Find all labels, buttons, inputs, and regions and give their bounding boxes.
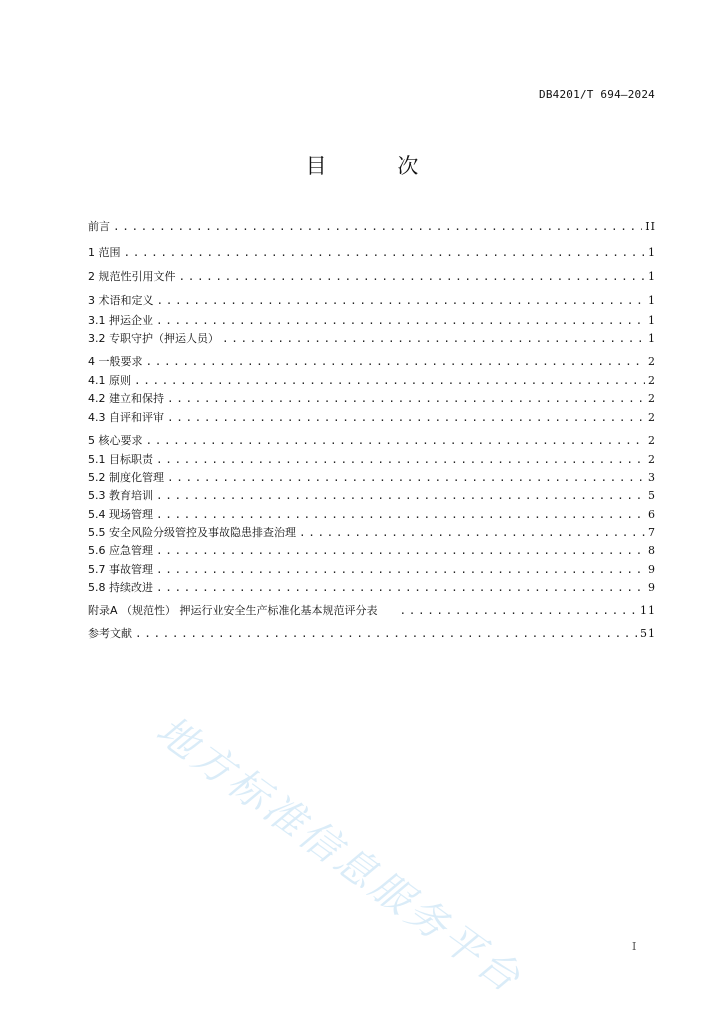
toc-entry-label: 5.2 制度化管理 xyxy=(88,471,164,484)
toc-entry-objectives-duties[interactable] xyxy=(88,451,656,469)
toc-entry-page: 3 xyxy=(648,471,656,484)
toc-entry-scope[interactable] xyxy=(88,244,656,262)
toc-entry-label: 5.3 教育培训 xyxy=(88,489,153,502)
toc-leader-dots xyxy=(146,434,646,447)
toc-leader-dots xyxy=(167,392,645,405)
toc-leader-dots xyxy=(124,246,646,259)
toc-entry-principles[interactable] xyxy=(88,372,656,390)
toc-entry-label: 4.1 原则 xyxy=(88,374,131,387)
toc-entry-page: 1 xyxy=(648,270,656,283)
toc-entry-dedicated-guard[interactable] xyxy=(88,330,656,348)
toc-entry-emergency-management[interactable] xyxy=(88,542,656,560)
toc-entry-core-requirements[interactable] xyxy=(88,432,656,450)
toc-entry-label: 5.8 持续改进 xyxy=(88,581,153,594)
toc-leader-dots xyxy=(156,314,645,327)
toc-entry-label: 4 一般要求 xyxy=(88,355,143,368)
toc-entry-institutional-management[interactable] xyxy=(88,469,656,487)
toc-entry-label: 3 术语和定义 xyxy=(88,294,154,307)
toc-entry-normative-references[interactable] xyxy=(88,268,656,286)
toc-entry-page: 7 xyxy=(648,526,656,539)
toc-entry-label: 5.6 应急管理 xyxy=(88,544,153,557)
toc-leader-dots xyxy=(134,374,645,387)
toc-leader-dots xyxy=(135,627,637,640)
toc-entry-page: 1 xyxy=(648,246,656,259)
toc-entry-education-training[interactable] xyxy=(88,487,656,505)
toc-entry-label: 5.5 安全风险分级管控及事故隐患排查治理 xyxy=(88,526,296,539)
page-title: 目 次 xyxy=(305,154,451,178)
toc-entry-page: 2 xyxy=(648,355,656,368)
toc-leader-dots xyxy=(146,355,646,368)
toc-entry-page: 8 xyxy=(648,544,656,557)
toc-entry-label: 3.2 专职守护（押运人员） xyxy=(88,332,219,345)
toc-entry-page: 9 xyxy=(648,563,656,576)
toc-entry-label: 1 范围 xyxy=(88,246,121,259)
toc-entry-establish-maintain[interactable] xyxy=(88,390,656,408)
toc-leader-dots xyxy=(167,471,645,484)
toc-entry-page: 2 xyxy=(648,453,656,466)
toc-entry-label: 2 规范性引用文件 xyxy=(88,270,176,283)
toc-entry-label: 前言 xyxy=(88,220,110,233)
toc-entry-appendix-a[interactable] xyxy=(88,602,656,620)
toc-entry-label: 5.4 现场管理 xyxy=(88,508,153,521)
toc-leader-dots xyxy=(156,453,645,466)
toc-leader-dots xyxy=(167,411,645,424)
toc-entry-page: 1 xyxy=(648,332,656,345)
toc-entry-page: 1 xyxy=(648,314,656,327)
toc-entry-general-requirements[interactable] xyxy=(88,353,656,371)
toc-entry-page: 2 xyxy=(648,392,656,405)
toc-entry-label: 3.1 押运企业 xyxy=(88,314,153,327)
toc-entry-page: 9 xyxy=(648,581,656,594)
toc-entry-page: 51 xyxy=(640,627,656,640)
toc-entry-page: II xyxy=(645,220,656,233)
toc-leader-dots xyxy=(156,581,645,594)
toc-leader-dots xyxy=(222,332,645,345)
toc-entry-site-management[interactable] xyxy=(88,506,656,524)
toc-entry-escort-enterprise[interactable] xyxy=(88,312,656,330)
toc-entry-label: 5.1 目标职责 xyxy=(88,453,153,466)
toc-entry-label: 4.2 建立和保持 xyxy=(88,392,164,405)
watermark-text: 地方标准信息服务平台 xyxy=(147,707,531,1004)
toc-entry-page: 6 xyxy=(648,508,656,521)
toc-leader-dots xyxy=(179,270,646,283)
toc-entry-self-assessment[interactable] xyxy=(88,409,656,427)
toc-entry-bibliography[interactable] xyxy=(88,625,656,643)
toc-entry-label: 参考文献 xyxy=(88,627,132,640)
toc-entry-page: 5 xyxy=(648,489,656,502)
toc-entry-label: 4.3 自评和评审 xyxy=(88,411,164,424)
toc-entry-terms-definitions[interactable] xyxy=(88,292,656,310)
toc-leader-dots xyxy=(156,563,645,576)
toc-leader-dots xyxy=(156,544,645,557)
toc-entry-page: 2 xyxy=(648,411,656,424)
toc-entry-continuous-improvement[interactable] xyxy=(88,579,656,597)
toc-entry-page: 2 xyxy=(648,374,656,387)
toc-leader-dots xyxy=(157,294,646,307)
toc-entry-label: 5.7 事故管理 xyxy=(88,563,153,576)
toc-leader-dots xyxy=(299,526,645,539)
toc-leader-dots xyxy=(156,508,645,521)
toc-entry-label: 5 核心要求 xyxy=(88,434,143,447)
toc-entry-risk-control[interactable] xyxy=(88,524,656,542)
toc-entry-accident-management[interactable] xyxy=(88,561,656,579)
toc-leader-dots xyxy=(400,604,637,617)
toc-entry-foreword[interactable] xyxy=(88,218,656,236)
toc-leader-dots xyxy=(113,220,642,233)
document-code: DB4201/T 694—2024 xyxy=(539,88,655,101)
toc-entry-page: 11 xyxy=(640,604,656,617)
toc-leader-dots xyxy=(156,489,645,502)
page-number: I xyxy=(632,940,637,953)
toc-entry-label: 附录A （规范性） 押运行业安全生产标准化基本规范评分表 xyxy=(88,604,378,617)
toc-entry-page: 2 xyxy=(648,434,656,447)
toc-entry-page: 1 xyxy=(648,294,656,307)
